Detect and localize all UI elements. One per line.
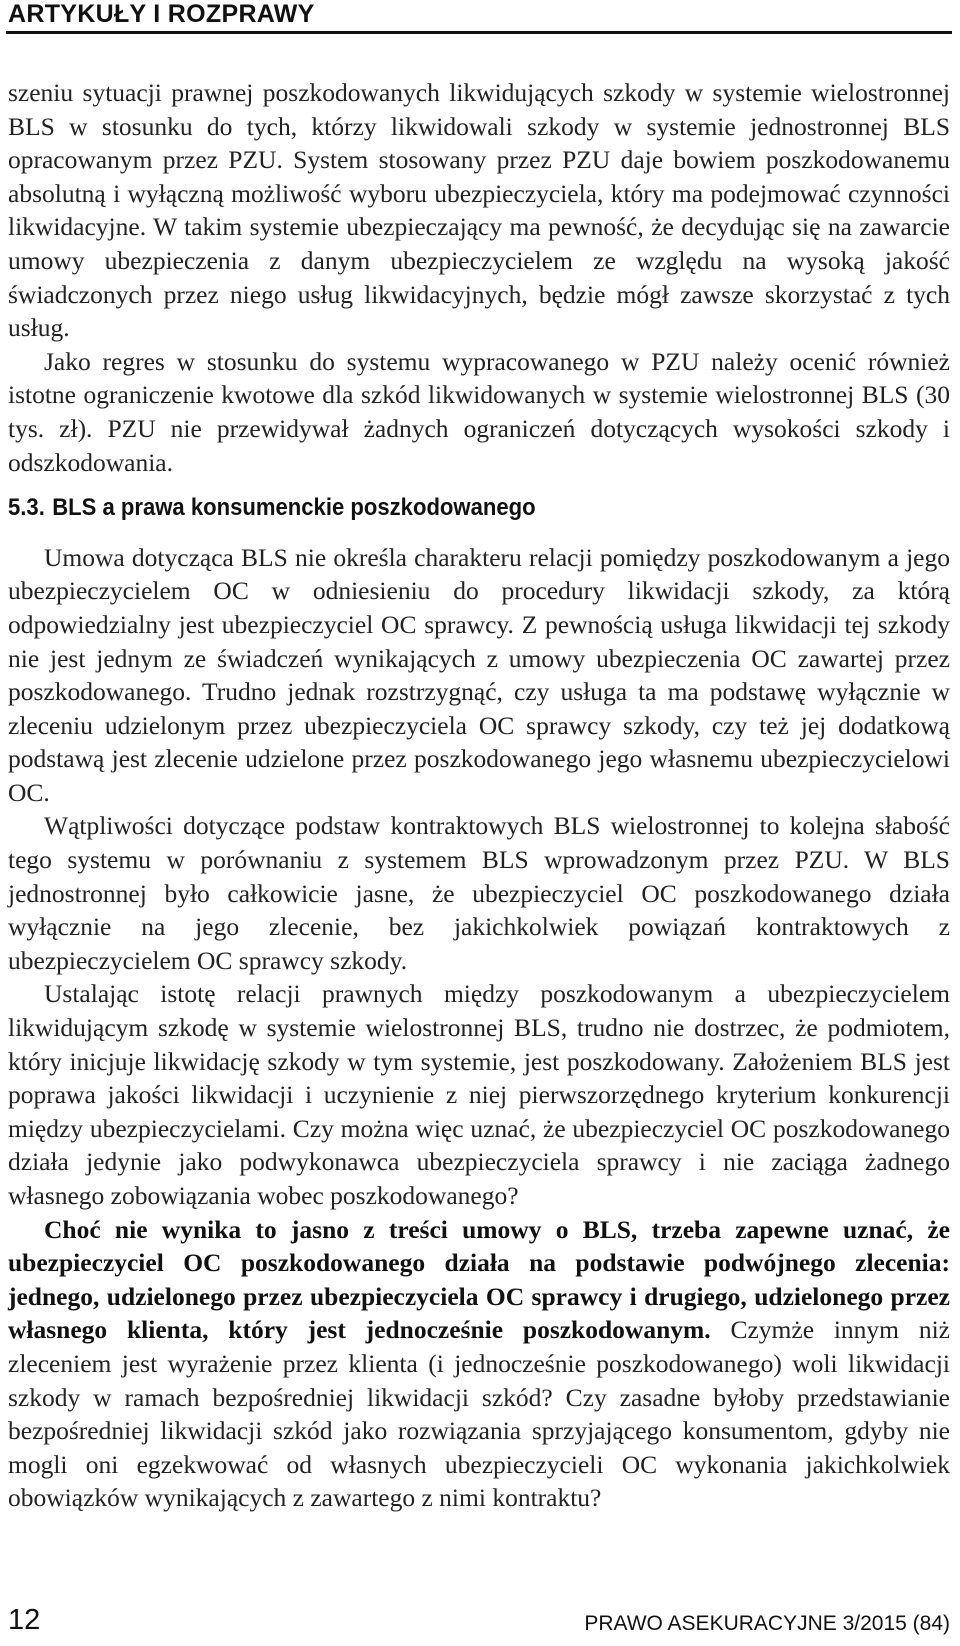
page-number: 12	[8, 1604, 41, 1636]
document-page	[6, 0, 952, 1646]
paragraph-rest: Czymże innym niż zleceniem jest wyrażenie przez klienta (i jednocześnie poszkodowanego) woli likwidacji szkody w ramach bezpośredniej likwidacji szkód? Czy zasadne byłoby przedstawianie bezpośredniej likwidacji szkód jako rozwiązania sprzyjającego konsumentom, gdyby nie mogli oni egzekwować od własnych ubezpieczycieli OC wykonania jakichkolwiek obowiązków wynikających z zawartego z nimi kontraktu?	[8, 1315, 950, 1513]
paragraph: Ustalając istotę relacji prawnych między poszkodowanym a ubezpieczycielem likwidującym szkodę w systemie wielostronnej BLS, trudno nie dostrzec, że podmiotem, który inicjuje likwidację szkody w tym systemie, jest poszkodowany. Założeniem BLS jest poprawa jakości likwidacji i uczynienie z niej pierwszorzędnego kryterium konkurencji między ubezpieczycielami. Czy można więc uznać, że ubezpieczyciel OC poszkodowanego działa jedynie jako podwykonawca ubezpieczyciela sprawcy i nie zaciąga żadnego własnego zobowiązania wobec poszkodowanego?	[8, 979, 950, 1210]
paragraph: Jako regres w stosunku do systemu wypracowanego w PZU należy ocenić również istotne ograniczenie kwotowe dla szkód likwidowanych w systemie wielostronnej BLS (30 tys. zł). PZU nie przewidywał żadnych ograniczeń dotyczących wysokości szkody i odszkodowania.	[8, 346, 950, 477]
journal-name: PRAWO ASEKURACYJNE 3/2015 (84)	[584, 1612, 950, 1635]
header-rule	[6, 31, 952, 34]
article-body	[8, 76, 950, 1515]
bold-lead-text: Choć nie wynika to jasno z treści umowy o BLS, trzeba zapewne uznać, że ubezpieczyciel OC poszkodowanego działa na podstawie podwójnego zlecenia: jednego, udzielonego przez ubezpieczyciela OC sprawcy i drugiego, udzielonego przez własnego klienta, który jest jednocześnie poszkodowanym.	[8, 1214, 950, 1345]
paragraph-with-bold-lead	[8, 1213, 950, 1515]
subheading	[8, 491, 875, 525]
subheading-number: 5.3.	[8, 494, 45, 522]
paragraph: Wątpliwości dotyczące podstaw kontraktowych BLS wielostronnej to kolejna słabość tego systemu w porównaniu z systemem BLS wprowadzonym przez PZU. W BLS jednostronnej było całkowicie jasne, że ubezpieczyciel OC poszkodowanego działa wyłącznie na jego zlecenie, bez jakichkolwiek powiązań kontraktowych z ubezpieczycielem OC sprawcy szkody.	[8, 811, 950, 975]
subheading-text: BLS a prawa konsumenckie poszkodowanego	[52, 494, 536, 522]
paragraph: Umowa dotycząca BLS nie określa charakteru relacji pomiędzy poszkodowanym a jego ubezpieczycielem OC w odniesieniu do procedury likwidacji szkody, za którą odpowiedzialny jest ubezpieczyciel OC sprawcy. Z pewnością usługa likwidacji tej szkody nie jest jednym ze świadczeń wynikających z umowy ubezpieczenia OC zawartej przez poszkodowanego. Trudno jednak rozstrzygnąć, czy usługa ta ma podstawę wyłącznie w zleceniu udzielonym przez ubezpieczyciela OC sprawcy szkody, czy też jej dodatkową podstawą jest zlecenie udzielone przez poszkodowanego jego własnemu ubezpieczycielowi OC.	[8, 542, 950, 807]
section-header: ARTYKUŁY I ROZPRAWY	[8, 0, 315, 28]
paragraph-continued: szeniu sytuacji prawnej poszkodowanych likwidujących szkody w systemie wielostronnej BLS w stosunku do tych, którzy likwidowali szkody w systemie jednostronnej BLS opracowanym przez PZU. System stosowany przez PZU daje bowiem poszkodowanemu absolutną i wyłączną możliwość wyboru ubezpieczyciela, który ma podejmować czynności likwidacyjne. W takim systemie ubezpieczający ma pewność, że decydując się na zawarcie umowy ubezpieczenia z danym ubezpieczycielem ze względu na wysoką jakość świadczonych przez niego usług likwidacyjnych, będzie mógł zawsze skorzystać z tych usług.	[8, 78, 950, 343]
